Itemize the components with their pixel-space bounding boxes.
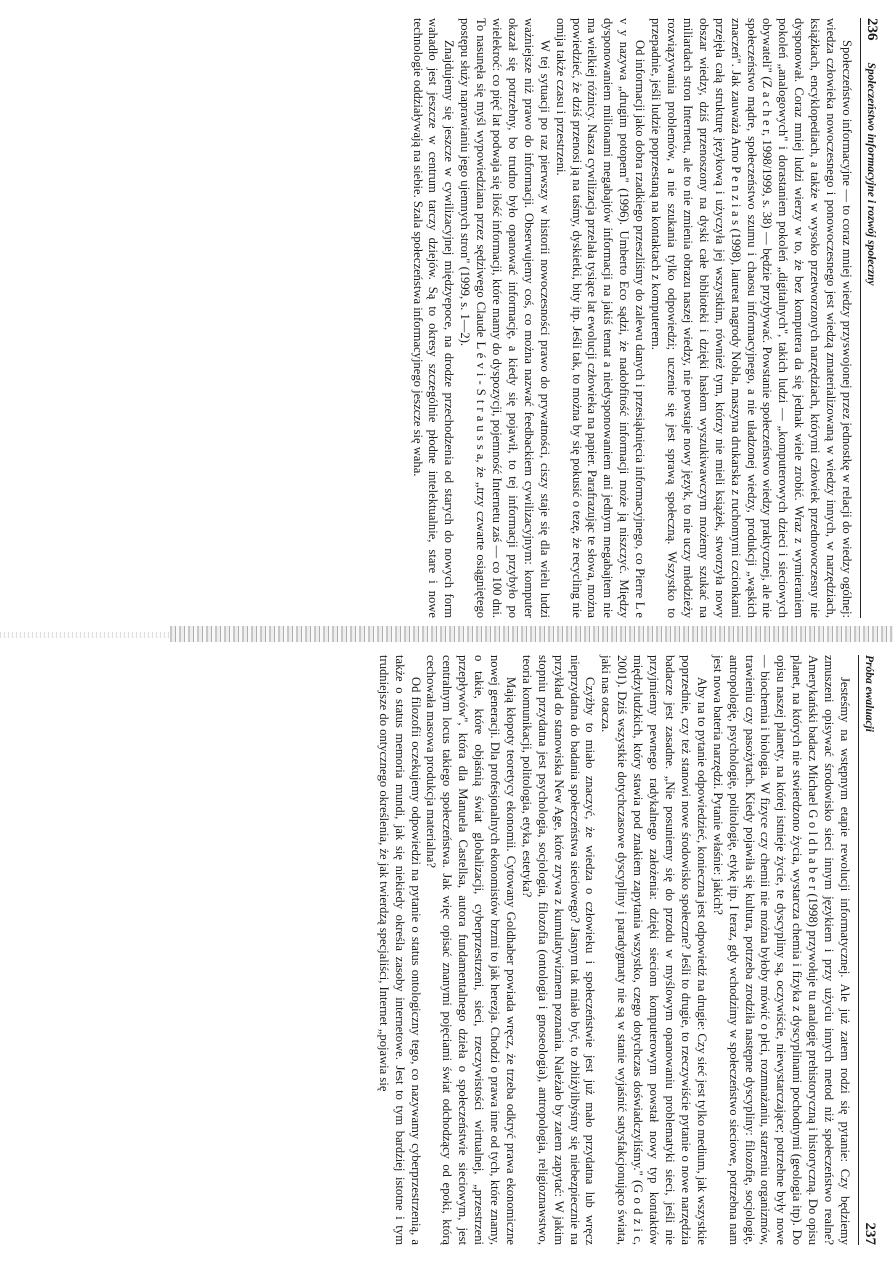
right-page xyxy=(0,650,893,1263)
left-page-header xyxy=(860,18,880,618)
gutter-shadow xyxy=(0,632,170,638)
running-title: Próba ewaluacji xyxy=(863,655,875,732)
gutter-shadow xyxy=(170,626,893,642)
right-page-content xyxy=(58,655,878,1245)
paragraph: Jesteśmy na wstępnym etapie rewolucji informatycznej. Ale już zatem rodzi się pytanie: Czy będziemy zmuszeni opisywać środowisko sieci innym językiem i przy użyciu innych metod niż społeczeństwo realne? Amerykański badacz Michael G o l d h a b e r (1998) przywołuje tu analogię prehistoryczną i historyczną. Do opisu planet, na których nie stwierdzono życia, wystarcza chemia i fizyka z dyscyplinami pochodnymi (geologia itp). Do opisu naszej planety, na której istnieje życie, te dyscypliny są, oczywiście, niewystarczające; potrzebne były nowe — biochemia i biologia. W fizyce czy chemii nie można byłoby mówić o płci, rozmnażaniu, starzeniu organizmów, trawieniu czy pasożytach. Kiedy pojawiła się kultura, potrzeba zrodziła następne dyscypliny: filozofię, socjologię, antropologię, psychologię, politologię, etykę itp. I teraz, gdy wchodzimy w społeczeństwo sieciowe, potrzebna nam jest nowa bateria narzędzi. Pytanie właśnie: jakich? xyxy=(710,655,852,1245)
page-number: 237 xyxy=(862,1222,878,1245)
paragraph: Od informacji jako dobra rzadkiego przeszliśmy do zalewu danych i przesiąknięcia informacyjnego, co Pierre L e v y nazywa „drugim potopem" (1996). Umberto Eco sądzi, że nadobfitość informacji może ją niszczyć. Między dysponowaniem milionami megabajtów informacji na jakiś temat a niedysponowaniem ani jednym megabajtem nie ma wielkiej różnicy. Nasza cywilizacja przelała tysiące lat ewolucji człowieka na papier. Parafrazując te słowa, można powiedzieć, że dziś przenosi ją na taśmy, dyskietki, bity itp. Jeśli tak, to można by się pokusić o tezę, że recycling nie omija także czasu i przestrzeni. xyxy=(553,18,648,618)
paragraph: Od filozofii oczekujemy odpowiedzi na pytanie o status ontologiczny tego, co nazywamy cyberprzestrzenią, a także o status memoria mundi, jak się niekiedy określa zasoby internetowe. Jest to tym bardziej istotne i tym trudniejsze do ontycznego określenia, że jak twierdzą specjaliści, Internet „pojawia się xyxy=(376,655,423,1245)
page-number: 236 xyxy=(864,18,880,41)
paragraph: Społeczeństwo informacyjne — to coraz mniej wiedzy przyswojonej przez jednostkę w relacji do wiedzy ogólnej: wiedza człowieka nowoczesnego i ponowoczesnego jest wiedzą zmaterializowaną w wiedzy innych, w narzędziach, książkach, encyklopediach, a także w wysoko przetworzonych narzędziach, którymi człowiek przednowoczesny nie dysponował. Coraz mniej ludzi wierzy w to, że bez komputera da się jednak wiele zrobić. Wraz z wymieraniem pokoleń „analogowych" i dorastaniem pokoleń „digitalnych", takich ludzi — „komputerowych dzieci i sieciowych obywateli" (Z a c h e r, 1998/1999, s. 38) — będzie przybywać. Powstanie społeczeństwo wiedzy praktycznej, ale nie społeczeństwo mądre, społeczeństwo szumu i chaosu informacyjnego, a nie uładzonej wiedzy, produkcji „wąskich znaczeń". Jak zauważa Arno P e n z i a s (1998), laureat nagrody Nobla, maszyna drukarska z ruchomymi czcionkami przejęła całą strukturę językową i użyczyła jej wszystkim, również tym, którzy nie mieli książek, stworzyła nowy obszar wiedzy, dziś przenoszony na dyski całe biblioteki i dzięki hasłom wyszukiwawczym możemy szukać na miliardach stron Internetu, ale to nie zmienia obrazu naszej wiedzy, nie powstaje nowy język, to nie uczy młodzieży rozwiązywania problemów, a nie szukania tylko odpowiedzi; uczenie się jest sprawą społeczną. Wszystko to przepadnie, jeśli ludzie poprzestaną na kontaktach z komputerem. xyxy=(649,18,854,618)
paragraph: Znajdujemy się jeszcze w cywilizacyjnej międzyepoce, na drodze przechodzenia od starych do nowych form wahadło jest jeszcze w centrum tarczy dziejów. Są to okresy szczególnie płodne intelektualnie, stare i nowe technologie oddziaływają na siebie. Szala społeczeństwa informacyjnego jeszcze się waha. xyxy=(410,18,457,618)
paragraph: Czyżby to miało znaczyć, że wiedza o człowieku i społeczeństwie jest już mało przydatna lub wręcz nieprzydatna do badania społeczeństwa sieciowego? Jasnym tak miało być, to zbliżylibyśmy się niebezpiecznie na przykład do stanowiska New Age, które zrywa z kumulatywizmem poznania. Należało by zatem zapytać: W jakim stopniu przydatna jest psychologia, socjologia, filozofia (ontologia i gnoseologia), antropologia, religioznawstwo, teoria komunikacji, politologia, etyka, estetyka? xyxy=(519,655,598,1245)
paragraph: W tej sytuacji po raz pierwszy w historii nowoczesności prawo do prywatności, ciszy staje się dla wielu ludzi ważniejsze niż prawo do informacji. Obserwujemy coś, co można nazwać feedbackiem cywilizacyjnym: komputer okazał się potrzebny, bo trudno było opanować informację, a kiedy się pojawił, to tej informacji przybyło po wielekroć: co pięć lat podwaja się ilość informacji, które mamy do dyspozycji, pojemność Internetu zaś — co 100 dni. To nasunęła się myśl wypowiedziana przez sędziwego Claude L é v i - S t r a u s s a, że „trzy czwarte osiągniętego postępu służy naprawianiu jego ujemnych stron" (1999, s. 1—2). xyxy=(458,18,552,618)
left-page xyxy=(0,0,893,622)
paragraph: Mają kłopoty teoretycy ekonomii. Cytowany Goldhaber powiada wręcz, że trzeba odkryć prawa ekonomiczne nowej generacji. Dla profesjonalnych ekonomistów brzmi to jak herezja. Chodzi o prawa inne od tych, które znamy, o takie, które objaśnią świat globalizacji, cyberprzestrzeni, sieci, rzeczywistości wirtualnej, „przestrzeni przepływów", która dla Manuela Castellsa, autora fundamentalnego dzieła o społeczeństwie sieciowym, jest centralnym locus takiego społeczeństwa. Jak więc opisać znanymi pojęciami świat odchodzący od epoki, którą cechowała masowa produkcja materialna? xyxy=(424,655,518,1245)
paragraph: Aby na to pytanie odpowiedzieć, konieczna jest odpowiedź na drugie: Czy sieć jest tylko medium, jak wszystkie poprzednie, czy też stanowi nowe środowisko społeczne? Jeśli to drugie, to rzeczywiście pytanie o nowe narzędzia badacze jest zasadne. „Nie posuniemy się do przodu w myślowym opanowaniu problematyki sieci, jeśli nie przyjmiemy pewnego radykalnego założenia: dzięki sieciom komputerowym powstał nowy typ kontaktów międzyludzkich, który stawia pod znakiem zapytania wszystko, czego dotychczas doświadczyliśmy." (G o d z i c, 2001). Dziś wszystkie dotychczasowe dyscypliny i paradygmaty nie są w stanie wyjaśnić satysfakcjonująco świata, jaki nas otacza. xyxy=(599,655,709,1245)
left-page-content xyxy=(60,18,880,618)
book-gutter xyxy=(0,618,893,654)
right-page-header xyxy=(858,655,878,1245)
running-title: Społeczeństwo informacyjne i rozwój społeczny xyxy=(865,62,877,286)
